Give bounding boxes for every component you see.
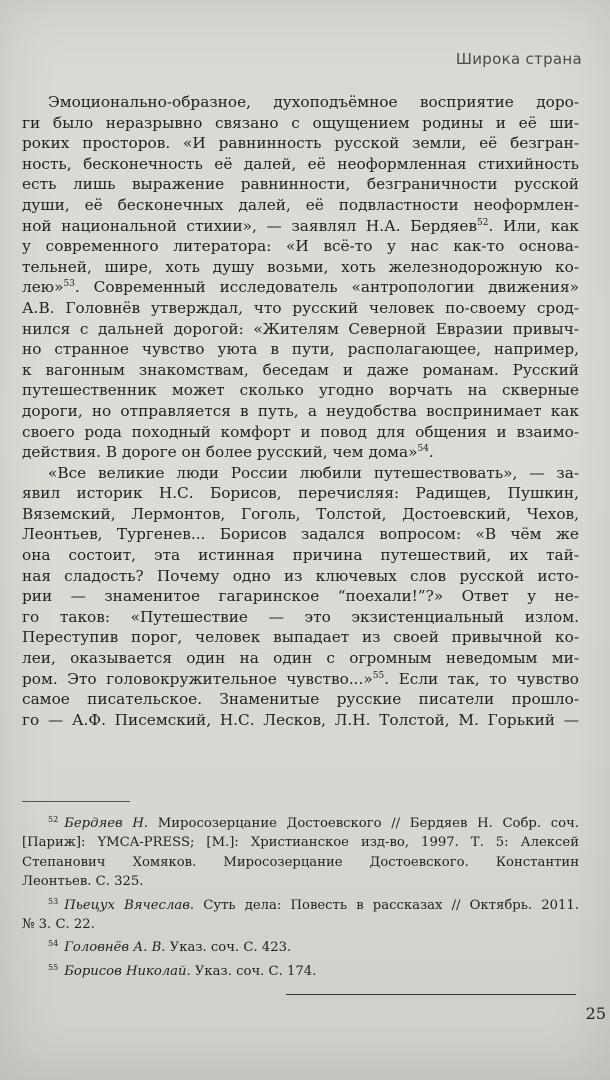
footnote-ref-54: 54 <box>417 444 429 455</box>
text-line: у современного литератора: «И всё-то у нас как-то основа- <box>22 237 579 256</box>
footnote-55: $^{55}$ Борисов Николай. Указ. соч. С. 174. <box>48 962 317 979</box>
text-line: лею»$^{53}$. Современный исследователь «антропологии движения» <box>22 278 579 297</box>
footnote-ref-53: 53 <box>63 279 75 290</box>
footnote-line: Леонтьев. С. 325. <box>22 874 144 890</box>
main-text <box>22 92 579 730</box>
text-line: явил историк Н.С. Борисов, перечисляя: Радищев, Пушкин, <box>22 484 579 503</box>
footnote-line: [Париж]: YMCA-PRESS; [М.]: Христианское изд-во, 1997. Т. 5: Алексей <box>22 835 579 851</box>
footnote-line: Степанович Хомяков. Миросозерцание Достоевского. Константин <box>22 854 579 870</box>
text-line: го таков: «Путешествие — это экзистенциальный излом. <box>22 607 579 626</box>
footnote-54: $^{54}$ Головнёв А. В. Указ. соч. С. 423. <box>48 939 292 956</box>
text-line: го — А.Ф. Писемский, Н.С. Лесков, Л.Н. Толстой, М. Горький — <box>22 710 579 729</box>
text-line: Леонтьев, Тургенев... Борисов задался вопросом: «В чём же <box>22 525 579 544</box>
text-line: ность, бесконечность её далей, её неоформленная стихийность <box>22 154 579 173</box>
text-line: ги было неразрывно связано с ощущением родины и её ши- <box>22 113 579 132</box>
bottom-rule <box>286 994 576 995</box>
text-line: А.В. Головнёв утверждал, что русский человек по-своему срод- <box>22 298 579 317</box>
text-line: путешественник может сколько угодно ворчать на скверные <box>22 381 579 400</box>
text-line: Переступив порог, человек выпадает из своей привычной ко- <box>22 628 579 647</box>
footnote-divider <box>22 801 130 802</box>
text-line: ная сладость? Почему одно из ключевых слов русской исто- <box>22 566 579 585</box>
text-line: тельней, шире, хоть душу возьми, хоть железнодорожную ко- <box>22 257 579 276</box>
text-line: Вяземский, Лермонтов, Гоголь, Толстой, Достоевский, Чехов, <box>22 504 579 523</box>
footnotes <box>22 810 579 981</box>
text-line: она состоит, эта истинная причина путешествий, их тай- <box>22 546 579 565</box>
running-head: Широка страна <box>455 50 582 68</box>
footnote-ref-55: 55 <box>372 670 385 681</box>
footnote-line: № 3. С. 22. <box>22 917 95 933</box>
text-line: «Все великие люди России любили путешествовать», — за- <box>48 463 579 482</box>
footnote-52: $^{52}$ Бердяев Н. Миросозерцание Достоевского // Бердяев Н. Собр. соч. <box>48 815 579 831</box>
text-line: нился с дальней дорогой: «Жителям Северной Евразии привыч- <box>22 319 579 338</box>
text-line: ной национальной стихии», — заявлял Н.А. Бердяев$^{52}$. Или, как <box>22 216 579 235</box>
text-line: своего рода походный комфорт и повод для общения и взаимо- <box>22 422 579 441</box>
text-line: леи, оказывается один на один с огромным неведомым ми- <box>22 649 579 668</box>
text-line: к вагонным знакомствам, беседам и даже романам. Русский <box>22 360 579 379</box>
footnote-ref-52: 52 <box>477 217 489 228</box>
text-line: есть лишь выражение равнинности, безграничности русской <box>22 175 579 194</box>
text-line: рии — знаменитое гагаринское “поехали!”?» Ответ у не- <box>22 587 579 606</box>
text-line: но странное чувство уюта в пути, располагающее, например, <box>22 340 579 359</box>
footnote-53: $^{53}$ Пьецух Вячеслав. Суть дела: Повесть в рассказах // Октябрь. 2011. <box>48 896 579 913</box>
text-line: самое писательское. Знаменитые русские писатели прошло- <box>22 690 579 709</box>
text-line: действия. В дороге он более русский, чем дома»$^{54}$. <box>22 443 434 462</box>
text-line: Эмоционально-образное, духоподъёмное восприятие доро- <box>48 93 579 111</box>
text-line: дороги, но отправляется в путь, а неудобства воспринимает как <box>22 401 579 420</box>
text-line: души, её бесконечных далей, её подвластности неоформлен- <box>22 195 579 214</box>
page-number: 25 <box>585 1004 606 1023</box>
text-line: роких просторов. «И равнинность русской земли, её безгран- <box>22 134 579 153</box>
text-line: ром. Это головокружительное чувство...»$^{55}$. Если так, то чувство <box>22 669 579 688</box>
